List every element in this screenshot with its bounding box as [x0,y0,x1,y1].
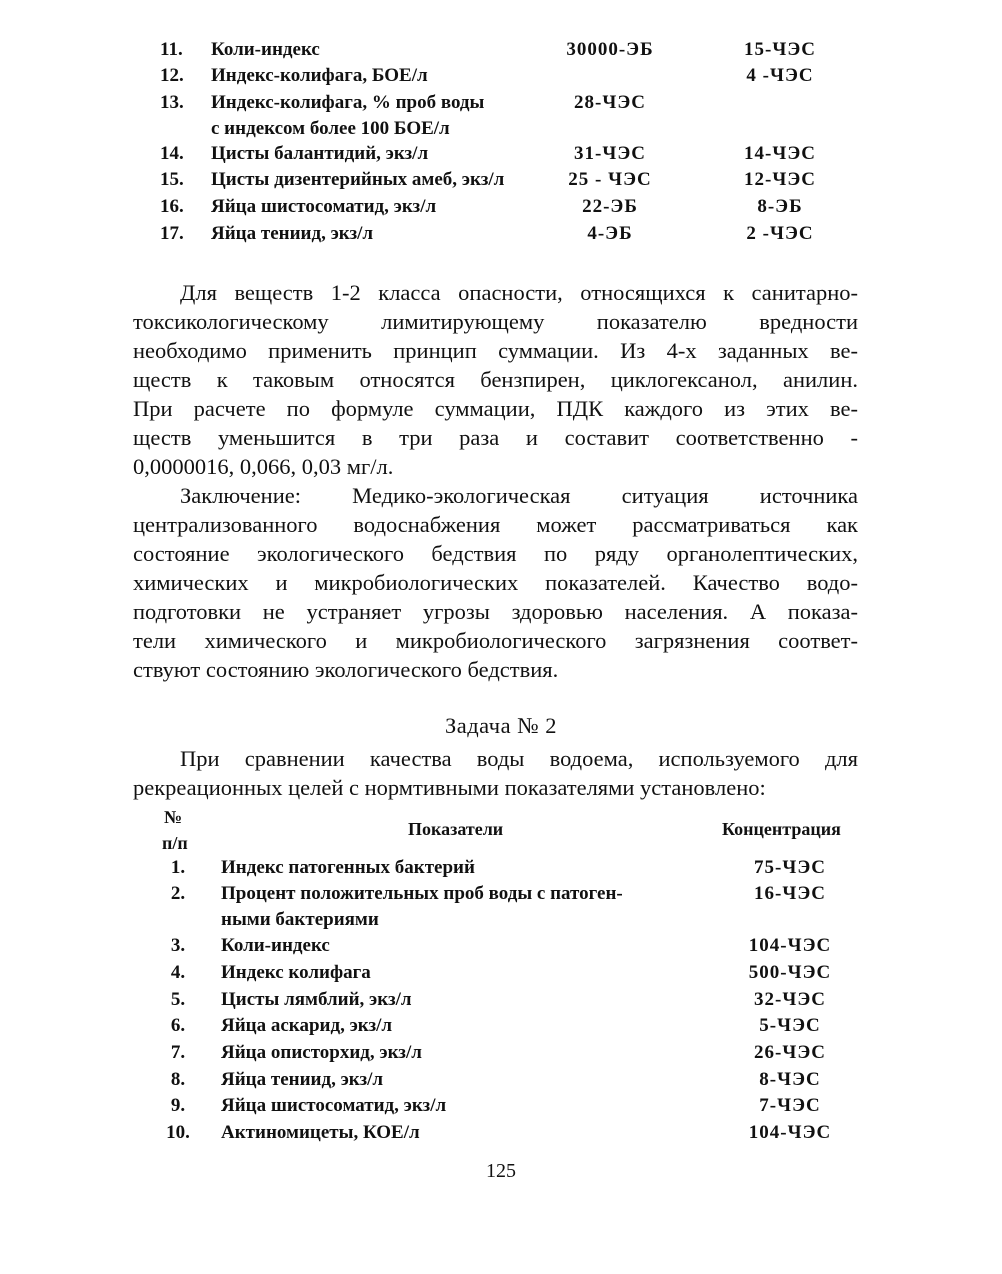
row-number: 1. [170,857,186,878]
row-indicator: Яйца описторхид, экз/л [221,1042,422,1063]
row-indicator: Яйца шистосоматид, экз/л [221,1095,447,1116]
text-line: 0,0000016, 0,066, 0,03 мг/л. [133,454,394,479]
text-line: Для веществ 1-2 класса опасности, относящихся к санитарно- [180,280,858,305]
row-number: 4. [170,962,186,983]
row-indicator: Процент положительных проб воды с патоген- [221,883,623,904]
row-value-1: 4-ЭБ [587,223,633,244]
row-concentration: 5-ЧЭС [759,1015,821,1036]
text-line: При расчете по формуле суммации, ПДК каждого из этих ве- [133,396,858,421]
row-value-2: 12-ЧЭС [744,169,816,190]
text-line: необходимо применить принцип суммации. Из 4-х заданных ве- [133,338,858,363]
row-number: 9. [170,1095,186,1116]
text-line: ществ к таковым относятся бензпирен, циклогексанол, анилин. [133,367,858,392]
row-number: 17. [160,223,184,244]
row-indicator: Актиномицеты, КОЕ/л [221,1122,420,1143]
text-line: Заключение: Медико-экологическая ситуация источника [180,483,858,508]
row-number: 16. [160,196,184,217]
row-concentration: 75-ЧЭС [754,857,826,878]
row-concentration: 26-ЧЭС [754,1042,826,1063]
text-line: ствуют состоянию экологического бедствия. [133,657,559,682]
row-number: 12. [160,65,184,86]
row-number: 14. [160,143,184,164]
row-indicator: Яйца тениид, экз/л [211,223,374,244]
row-concentration: 32-ЧЭС [754,989,826,1010]
text-line: При сравнении качества воды водоема, используемого для [180,746,858,771]
row-value-1: 28-ЧЭС [574,92,646,113]
paragraph-conclusion [133,481,858,684]
row-value-1: 30000-ЭБ [566,39,654,60]
task-title: Задача № 2 [444,713,558,738]
row-indicator-line2: ными бактериями [221,909,379,930]
row-indicator: Цисты дизентерийных амеб, экз/л [211,169,505,190]
row-value-2: 15-ЧЭС [744,39,816,60]
text-line: состояние экологического бедствия по ряду органолептических, [133,541,858,566]
row-concentration: 104-ЧЭС [748,1122,832,1143]
text-line: химических и микробиологических показателей. Качество водо- [133,570,858,595]
row-number: 2. [170,883,186,904]
row-number: 10. [166,1122,190,1143]
row-indicator: Коли-индекс [211,39,320,60]
row-value-1: 31-ЧЭС [574,143,646,164]
row-indicator: Яйца аскарид, экз/л [221,1015,393,1036]
row-indicator: Индекс патогенных бактерий [221,857,475,878]
row-value-2: 14-ЧЭС [744,143,816,164]
row-value-1: 22-ЭБ [582,196,638,217]
row-number: 15. [160,169,184,190]
row-value-1: 25 - ЧЭС [568,169,652,190]
row-indicator: Яйца тениид, экз/л [221,1069,384,1090]
text-line: тели химического и микробиологического загрязнения соответ- [133,628,858,653]
row-indicator: Коли-индекс [221,935,330,956]
text-line: подготовки не устраняет угрозы здоровью населения. А показа- [133,599,858,624]
row-concentration: 7-ЧЭС [759,1095,821,1116]
row-indicator: Цисты лямблий, экз/л [221,989,412,1010]
header-concentration: Концентрация [722,819,841,839]
row-indicator: Индекс колифага [221,962,371,983]
header-number-label: п/п [162,833,188,853]
row-indicator: Индекс-колифага, БОЕ/л [211,65,428,86]
text-line: токсикологическому лимитирующему показателю вредности [133,309,858,334]
text-line: ществ уменьшится в три раза и составит соответственно - [133,425,858,450]
row-indicator: Индекс-колифага, % проб воды [211,92,485,113]
text-line: рекреационных целей с нормтивными показателями установлено: [133,775,766,800]
row-concentration: 500-ЧЭС [748,962,832,983]
row-number: 7. [170,1042,186,1063]
row-value-2: 4 -ЧЭС [746,65,814,86]
paragraph-task-intro [133,744,858,802]
row-value-2: 2 -ЧЭС [746,223,814,244]
row-number: 6. [170,1015,186,1036]
row-indicator: Цисты балантидий, экз/л [211,143,429,164]
row-number: 5. [170,989,186,1010]
row-concentration: 8-ЧЭС [759,1069,821,1090]
row-value-2: 8-ЭБ [757,196,803,217]
row-indicator: Яйца шистосоматид, экз/л [211,196,437,217]
text-line: централизованного водоснабжения может рассматриваться как [133,512,858,537]
row-concentration: 16-ЧЭС [754,883,826,904]
row-number: 8. [170,1069,186,1090]
header-number-symbol: № [164,807,183,827]
row-concentration: 104-ЧЭС [748,935,832,956]
paragraph-summation [133,278,858,481]
row-number: 3. [170,935,186,956]
row-number: 11. [160,39,183,60]
page-number: 125 [486,1160,516,1182]
row-indicator-line2: с индексом более 100 БОЕ/л [211,118,450,139]
row-number: 13. [160,92,184,113]
header-indicator: Показатели [408,819,504,839]
